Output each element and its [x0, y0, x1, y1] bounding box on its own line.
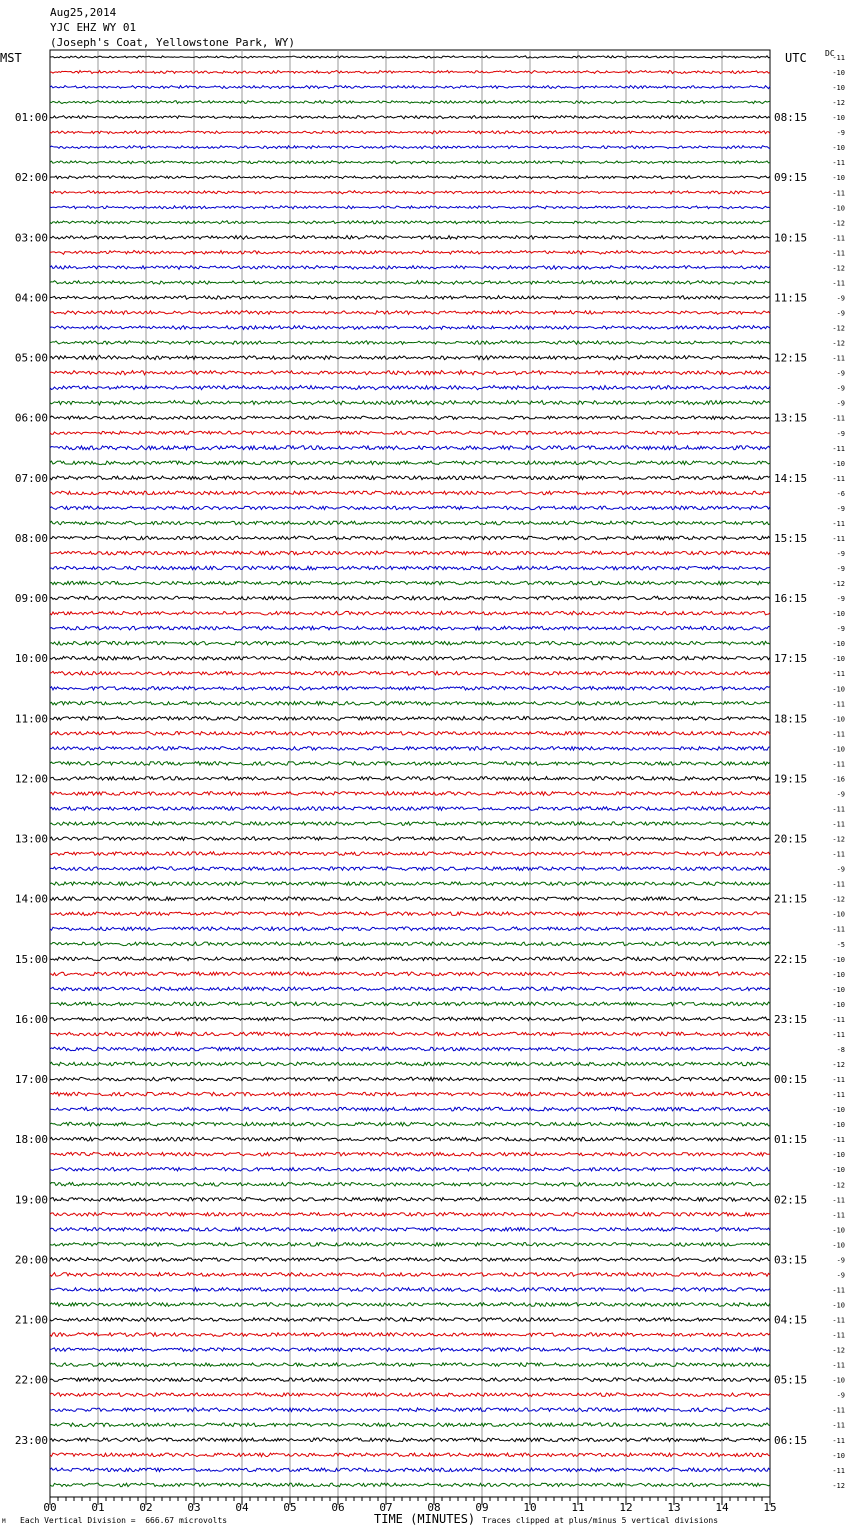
dc-offset-label: -12 [832, 580, 845, 588]
seismic-trace [50, 1453, 770, 1457]
dc-offset-label: -11 [832, 159, 845, 168]
mst-hour-label: 03:00 [14, 231, 48, 245]
dc-offset-label: -11 [832, 850, 845, 859]
seismic-trace [50, 957, 770, 961]
dc-offset-label: -10 [832, 715, 845, 724]
dc-offset-label: -10 [832, 1301, 845, 1310]
utc-hour-label: 20:15 [774, 832, 808, 846]
seismic-trace [50, 1213, 770, 1217]
seismic-trace [50, 311, 770, 315]
dc-offset-label: -9 [836, 1271, 845, 1280]
mst-hour-label: 16:00 [14, 1012, 48, 1026]
scale-note: Each Vertical Division = 666.67 microvolts [20, 1516, 228, 1525]
dc-offset-label: -11 [832, 535, 845, 543]
seismic-trace [50, 777, 770, 781]
seismic-trace [50, 341, 770, 345]
dc-offset-label: -11 [832, 354, 845, 363]
seismic-trace [50, 1483, 770, 1487]
seismic-trace [50, 717, 770, 721]
seismic-trace [50, 596, 770, 600]
dc-offset-label: -12 [832, 895, 845, 904]
dc-offset-label: -6 [836, 489, 845, 498]
dc-offset-label: -9 [836, 1256, 845, 1265]
seismic-trace [50, 1318, 770, 1322]
dc-offset-label: -11 [832, 1406, 845, 1415]
seismic-trace [50, 446, 770, 450]
dc-offset-label: -10 [832, 459, 845, 468]
utc-hour-label: 14:15 [774, 471, 808, 485]
dc-offset-label: -10 [832, 69, 845, 77]
dc-offset-label: -11 [832, 519, 845, 528]
x-tick-label: 03 [187, 1501, 201, 1514]
seismic-trace [50, 1122, 770, 1126]
utc-hour-label: 17:15 [774, 652, 808, 666]
seismic-traces [50, 56, 770, 1487]
dc-offset-label: -10 [832, 910, 845, 919]
seismic-trace [50, 266, 770, 270]
utc-hour-label: 15:15 [774, 532, 808, 545]
dc-offset-label: -9 [836, 504, 845, 513]
dc-offset-label: -11 [832, 1136, 845, 1145]
utc-hour-label: 10:15 [774, 231, 808, 245]
seismic-trace [50, 687, 770, 691]
dc-offset-label: -9 [836, 399, 845, 408]
seismic-trace [50, 1002, 770, 1006]
dc-offset-label: -10 [832, 655, 845, 664]
utc-hour-label: 04:15 [774, 1313, 808, 1327]
dc-offset-label: -5 [836, 940, 845, 949]
seismic-trace [50, 56, 770, 58]
seismic-trace [50, 1137, 770, 1141]
dc-offset-label: -11 [832, 730, 845, 739]
dc-offset-label: -11 [832, 880, 845, 889]
mst-hour-label: 23:00 [14, 1433, 48, 1447]
dc-offset-label: -12 [832, 1346, 845, 1355]
station-location: (Joseph's Coat, Yellowstone Park, WY) [50, 36, 296, 49]
dc-offset-label: -11 [832, 249, 845, 258]
seismic-trace [50, 355, 770, 359]
seismic-trace [50, 822, 770, 826]
seismic-trace [50, 987, 770, 991]
utc-hour-label: 01:15 [774, 1133, 808, 1147]
dc-offset-label: -9 [836, 790, 845, 799]
seismic-trace [50, 1363, 770, 1367]
seismic-trace [50, 1288, 770, 1292]
seismic-trace [50, 461, 770, 465]
seismic-trace [50, 912, 770, 916]
seismic-trace [50, 1348, 770, 1352]
seismic-trace [50, 296, 770, 300]
dc-offset-label: -9 [836, 369, 845, 378]
dc-offset-label: -10 [832, 1000, 845, 1009]
seismic-trace [50, 1167, 770, 1171]
dc-offset-label: -10 [832, 114, 845, 123]
seismic-trace [50, 566, 770, 570]
mst-hour-label: 13:00 [14, 832, 48, 846]
seismic-trace [50, 1198, 770, 1202]
seismic-trace [50, 656, 770, 660]
dc-offset-label: -11 [832, 925, 845, 934]
x-tick-label: 01 [91, 1501, 105, 1514]
seismic-trace [50, 867, 770, 871]
seismic-trace [50, 1408, 770, 1412]
mst-hour-label: 10:00 [14, 652, 48, 666]
dc-offset-label: -11 [832, 189, 845, 198]
x-tick-label: 09 [475, 1501, 489, 1514]
mst-hour-label: 01:00 [14, 111, 48, 125]
utc-hour-label: 12:15 [774, 351, 808, 365]
seismic-trace [50, 326, 770, 330]
dc-offset-label: -16 [832, 775, 845, 784]
seismic-trace [50, 251, 770, 255]
seismic-trace [50, 837, 770, 841]
utc-hour-label: 00:15 [774, 1073, 808, 1086]
dc-offset-label: -11 [832, 700, 845, 709]
seismic-trace [50, 236, 770, 240]
dc-offset-label: -12 [832, 324, 845, 333]
dc-offset-label: -9 [836, 1391, 845, 1400]
dc-offset-label: -9 [836, 429, 845, 438]
dc-offset-label: -11 [832, 444, 845, 453]
time-axis [50, 1497, 770, 1505]
utc-hour-label: 23:15 [774, 1012, 808, 1026]
mst-zone-label: MST [0, 51, 22, 65]
dc-offset-label: -10 [832, 1241, 845, 1250]
seismic-trace [50, 611, 770, 615]
mst-hour-label: 05:00 [14, 351, 48, 365]
dc-offset-label: -12 [832, 219, 845, 228]
dc-offset-label: -11 [832, 1466, 845, 1475]
utc-hour-label: 19:15 [774, 772, 808, 786]
dc-header-label: DC [825, 49, 835, 58]
seismic-trace [50, 506, 770, 510]
dc-offset-label: -11 [832, 1015, 845, 1024]
seismic-trace [50, 1032, 770, 1036]
dc-offset-label: -11 [832, 1211, 845, 1220]
dc-offset-label: -10 [832, 1376, 845, 1385]
seismic-trace [50, 401, 770, 405]
seismic-trace [50, 1107, 770, 1111]
x-tick-label: 15 [763, 1501, 777, 1514]
seismic-trace [50, 1393, 770, 1397]
seismic-trace [50, 191, 770, 194]
dc-offset-label: -10 [832, 1166, 845, 1175]
dc-offset-label: -10 [832, 745, 845, 754]
dc-offset-label: -11 [832, 1091, 845, 1100]
mst-hour-label: 12:00 [14, 772, 48, 786]
seismic-trace [50, 626, 770, 630]
seismic-trace [50, 972, 770, 976]
seismic-trace [50, 747, 770, 751]
seismic-trace [50, 1077, 770, 1081]
seismic-trace [50, 431, 770, 434]
seismic-trace [50, 732, 770, 736]
x-tick-label: 11 [571, 1501, 585, 1514]
seismic-trace [50, 536, 770, 540]
utc-hour-label: 05:15 [774, 1373, 808, 1387]
x-tick-label: 05 [283, 1501, 297, 1514]
seismic-trace [50, 161, 770, 164]
dc-offset-label: -11 [832, 820, 845, 829]
mst-hour-label: 15:00 [14, 952, 48, 966]
utc-hour-label: 16:15 [774, 592, 808, 606]
mst-hour-label: 09:00 [14, 592, 48, 606]
seismic-trace [50, 131, 770, 134]
seismic-trace [50, 71, 770, 74]
x-tick-label: 06 [331, 1501, 345, 1514]
dc-offset-label: -11 [832, 1316, 845, 1325]
dc-offset-label: -11 [832, 1196, 845, 1205]
seismic-trace [50, 1468, 770, 1472]
mst-hour-label: 02:00 [14, 171, 48, 185]
axis-labels [15, 54, 845, 1514]
seismic-trace [50, 1273, 770, 1277]
dc-offset-label: -12 [832, 835, 845, 844]
x-tick-label: 07 [379, 1501, 393, 1514]
utc-hour-label: 18:15 [774, 712, 808, 726]
seismic-trace [50, 521, 770, 525]
dc-offset-label: -9 [836, 565, 845, 573]
x-tick-label: 13 [667, 1501, 681, 1514]
seismic-trace [50, 1258, 770, 1262]
station-code: YJC EHZ WY 01 [50, 21, 137, 34]
dc-offset-label: -10 [832, 970, 845, 979]
seismic-trace [50, 116, 770, 119]
seismic-trace [50, 416, 770, 419]
utc-zone-label: UTC [785, 51, 807, 65]
dc-offset-label: -11 [832, 1436, 845, 1445]
dc-offset-label: -11 [832, 1421, 845, 1430]
dc-offset-label: -9 [836, 294, 845, 303]
dc-offset-label: -11 [832, 805, 845, 814]
seismic-trace [50, 1303, 770, 1307]
dc-offset-label: -9 [836, 550, 845, 558]
seismic-trace [50, 762, 770, 766]
seismic-trace [50, 1183, 770, 1187]
seismic-trace [50, 370, 770, 374]
dc-offset-label: -10 [832, 685, 845, 694]
seismic-trace [50, 551, 770, 555]
seismic-trace [50, 1062, 770, 1066]
dc-offset-label: -11 [832, 279, 845, 288]
dc-offset-label: -12 [832, 99, 845, 108]
x-axis-title: TIME (MINUTES) [374, 1512, 476, 1526]
dc-offset-label: -11 [832, 1076, 845, 1084]
dc-offset-label: -10 [832, 985, 845, 994]
dc-offset-label: -12 [832, 1481, 845, 1490]
dc-offset-label: -11 [832, 234, 845, 243]
dc-offset-label: -8 [836, 1046, 845, 1054]
seismic-trace [50, 386, 770, 390]
dc-offset-label: -10 [832, 1151, 845, 1160]
seismic-trace [50, 86, 770, 89]
seismic-trace [50, 942, 770, 946]
utc-hour-label: 11:15 [774, 291, 808, 305]
dc-offset-label: -9 [836, 865, 845, 874]
dc-offset-label: -12 [832, 1061, 845, 1069]
dc-offset-label: -9 [836, 625, 845, 634]
mst-hour-label: 11:00 [14, 712, 48, 726]
seismic-trace [50, 101, 770, 104]
mst-hour-label: 18:00 [14, 1133, 48, 1147]
seismic-trace [50, 1423, 770, 1427]
dc-offset-label: -10 [832, 640, 845, 649]
dc-offset-label: -11 [832, 760, 845, 769]
seismic-trace [50, 476, 770, 480]
mst-hour-label: 22:00 [14, 1373, 48, 1387]
seismic-trace [50, 641, 770, 645]
seismic-trace [50, 1017, 770, 1021]
mst-hour-label: 07:00 [14, 471, 48, 485]
dc-offset-label: -10 [832, 1106, 845, 1115]
seismic-trace [50, 146, 770, 149]
mst-hour-label: 08:00 [14, 532, 48, 545]
seismic-trace [50, 897, 770, 901]
x-tick-label: 02 [139, 1501, 153, 1514]
plot-date: Aug25,2014 [50, 6, 117, 19]
mst-hour-label: 14:00 [14, 892, 48, 906]
dc-offset-label: -10 [832, 1226, 845, 1235]
dc-offset-label: -11 [832, 1030, 845, 1039]
seismic-trace [50, 1047, 770, 1051]
mst-hour-label: 17:00 [14, 1073, 48, 1086]
x-tick-label: 00 [43, 1501, 57, 1514]
utc-hour-label: 13:15 [774, 411, 808, 425]
seismic-trace [50, 852, 770, 856]
mst-hour-label: 06:00 [14, 411, 48, 425]
dc-offset-label: -11 [832, 1361, 845, 1370]
x-tick-label: 10 [523, 1501, 537, 1514]
dc-offset-label: -9 [836, 129, 845, 138]
dc-offset-label: -10 [832, 610, 845, 619]
seismic-trace [50, 581, 770, 585]
seismic-trace [50, 702, 770, 706]
utc-hour-label: 22:15 [774, 952, 808, 966]
seismic-trace [50, 176, 770, 179]
mst-hour-label: 20:00 [14, 1253, 48, 1267]
dc-offset-label: -11 [832, 1286, 845, 1295]
mst-hour-label: 04:00 [14, 291, 48, 305]
seismic-trace [50, 1152, 770, 1156]
dc-offset-label: -10 [832, 174, 845, 183]
seismic-trace [50, 1243, 770, 1247]
dc-offset-label: -11 [832, 54, 845, 62]
seismic-trace [50, 1092, 770, 1096]
dc-offset-label: -9 [836, 309, 845, 318]
dc-offset-label: -11 [832, 414, 845, 423]
x-tick-label: 08 [427, 1501, 441, 1514]
dc-offset-label: -10 [832, 204, 845, 213]
seismic-trace [50, 1333, 770, 1337]
dc-offset-label: -12 [832, 264, 845, 273]
seismic-trace [50, 1438, 770, 1442]
seismic-trace [50, 807, 770, 811]
dc-offset-label: -12 [832, 339, 845, 348]
seismic-trace [50, 206, 770, 209]
x-tick-label: 04 [235, 1501, 249, 1514]
seismic-trace [50, 281, 770, 285]
x-tick-label: 14 [715, 1501, 729, 1514]
seismic-trace [50, 882, 770, 886]
seismic-trace [50, 927, 770, 931]
dc-offset-label: -11 [832, 1331, 845, 1340]
dc-offset-label: -10 [832, 1121, 845, 1130]
dc-offset-label: -10 [832, 84, 845, 93]
utc-hour-label: 08:15 [774, 111, 808, 125]
seismic-trace [50, 792, 770, 796]
utc-hour-label: 03:15 [774, 1253, 808, 1267]
dc-offset-label: -9 [836, 384, 845, 393]
dc-offset-label: -11 [832, 670, 845, 679]
mst-hour-label: 19:00 [14, 1193, 48, 1207]
dc-offset-label: -10 [832, 1451, 845, 1460]
clip-note: Traces clipped at plus/minus 5 vertical divisions [482, 1516, 719, 1525]
dc-offset-label: -10 [832, 955, 845, 964]
dc-offset-label: -12 [832, 1181, 845, 1190]
seismic-trace [50, 1378, 770, 1382]
seismic-trace [50, 491, 770, 495]
x-tick-label: 12 [619, 1501, 633, 1514]
dc-offset-label: -10 [832, 144, 845, 153]
mst-hour-label: 21:00 [14, 1313, 48, 1327]
corner-mark: M [2, 1518, 6, 1525]
utc-hour-label: 02:15 [774, 1193, 808, 1207]
dc-offset-label: -11 [832, 474, 845, 483]
seismic-trace [50, 671, 770, 675]
utc-hour-label: 09:15 [774, 171, 808, 185]
dc-offset-label: -9 [836, 595, 845, 604]
seismic-trace [50, 221, 770, 224]
utc-hour-label: 06:15 [774, 1433, 808, 1447]
seismic-trace [50, 1228, 770, 1232]
utc-hour-label: 21:15 [774, 892, 808, 906]
